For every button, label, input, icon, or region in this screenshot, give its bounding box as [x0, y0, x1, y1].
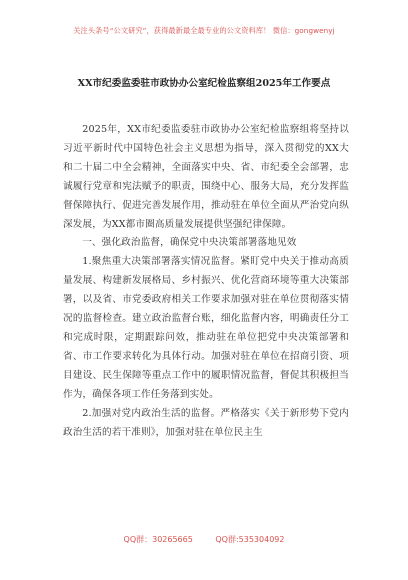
- paragraph-item-1: 1.聚焦重大决策部署落实情况监督。紧盯党中央关于推动高质量发展、构建新发展格局、乡村振兴、优化营商环境等重大决策部署，以及省、市党委政府相关工作要求加强对驻在单位贯彻落实情况的监督检查。建立政治监督台账，细化监督内容，明确责任分工和完成时限，定期跟踪问效，推动驻在单位把党中央决策部署和省、市工作要求转化为具体行动。加强对驻在单位在招商引资、项目建设、民生保障等重点工作中的履职情况监督，督促其积极担当作为，确保各项工作任务落到实处。: [63, 256, 349, 400]
- qq-group-1: QQ群：30265665: [123, 535, 193, 544]
- footer: [0, 534, 408, 545]
- header-banner: 关注头条号“公文研究”，获得最新最全最专业的公文资料库！ 微信：gongwenyj: [73, 26, 335, 35]
- qq-group-2: QQ群:535304092: [215, 535, 285, 544]
- section-heading: 一、强化政治监督，确保党中央决策部署落地见效: [82, 237, 297, 249]
- document-title: XX市纪委监委驻市政协办公室纪检监察组2025年工作要点: [77, 78, 331, 89]
- paragraph-intro: 2025年，XX市纪委监委驻市政协办公室纪检监察组将坚持以习近平新时代中国特色社会主义思想为指导，深入贯彻党的XX大和二十届二中全会精神，全面落实中央、省、市纪委全会部署，忠诚履行党章和宪法赋予的职责，围绕中心、服务大局，充分发挥监督保障执行、促进完善发展作用，推动驻在单位全面从严治党向纵深发展，为XX都市圈高质量发展提供坚强纪律保障。: [63, 124, 349, 230]
- paragraph-item-2: 2.加强对党内政治生活的监督。严格落实《关于新形势下党内政治生活的若干准则》，加强对驻在单位民主生: [63, 407, 349, 438]
- document-body: [63, 121, 349, 442]
